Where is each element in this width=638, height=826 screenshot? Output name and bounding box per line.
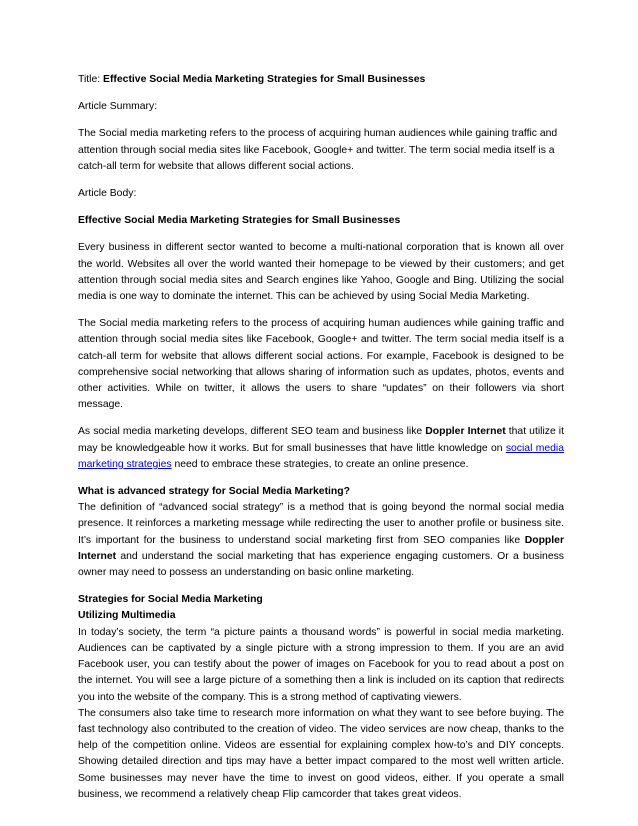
question-heading <box>78 484 564 500</box>
paragraph-6: The consumers also take time to research more information on what they want to see before buying. The fast technology also contributed to the creation of video. The video services are now cheap, thanks to the help of the competition online. Videos are essential for explaining complex how-to’s and DIY concepts. Showing detailed direction and tips may have a better impact compared to the most well written article. Some businesses may never have the time to invest on good videos, either. If you operate a small business, we recommend a relatively cheap Flip camcorder that takes great videos. <box>78 707 564 800</box>
document-page <box>78 72 564 803</box>
paragraph-3-part1: As social media marketing develops, different SEO team and business like <box>78 426 426 438</box>
paragraph-4 <box>78 500 564 581</box>
strategies-heading-text: Strategies for Social Media Marketing <box>78 594 263 606</box>
title-line <box>78 72 564 88</box>
paragraph-3-part3: need to embrace these strategies, to create an online presence. <box>171 458 469 470</box>
body-main-title <box>78 213 564 229</box>
article-title: Effective Social Media Marketing Strategies for Small Businesses <box>103 74 426 85</box>
paragraph-3 <box>78 424 564 473</box>
title-label: Title: <box>78 74 104 85</box>
multimedia-heading <box>78 608 564 624</box>
paragraph-5: In today’s society, the term “a picture paints a thousand words” is powerful in social media marketing. Audiences can be captivated by a single picture with a strong impression to them. If you are an avid Facebook user, you can testify about the power of images on Facebook for you to read about a post on the internet. You will see a large picture of a something then a link is included on its caption that redirects you into the website of the company. This is a strong method of captivating viewers. <box>78 626 564 703</box>
body-main-title-text: Effective Social Media Marketing Strategies for Small Businesses <box>78 215 401 227</box>
body-heading: Article Body: <box>78 188 137 200</box>
paragraph-1: Every business in different sector wanted to become a multi-national corporation that is known all over the world. Websites all over the world wanted their homepage to be viewed by their customers; and get attention through social media sites and Search engines like Yahoo, Google and Bing. Utilizing the social media is one way to dominate the internet. This can be achieved by using Social Media Marketing. <box>78 242 564 303</box>
strategies-heading <box>78 592 564 608</box>
paragraph-4-part1: The definition of “advanced social strategy” is a method that is going beyond the normal social media presence. It reinforces a marketing message while redirecting the user to another profile or business site. It’s important for the business to understand social marketing first from SEO companies like <box>78 502 564 546</box>
social-media-strategies-link[interactable]: social media marketing strategies <box>78 442 564 470</box>
doppler-internet-bold-1: Doppler Internet <box>425 426 506 438</box>
paragraph-4-part2: and understand the social marketing that has experience engaging customers. Or a business owner may need to possess an understanding on basic online marketing. <box>78 550 564 579</box>
summary-heading: Article Summary: <box>78 101 158 113</box>
doppler-internet-bold-2: Doppler Internet <box>78 534 564 562</box>
summary-text: The Social media marketing refers to the process of acquiring human audiences while gaining traffic and attention through social media sites like Facebook, Google+ and twitter. The term social media itself is a catch-all term for website that allows different social actions. <box>78 128 558 172</box>
paragraph-3-part2: that utilize it may be knowledgeable how it works. But for small businesses that have little knowledge on <box>78 426 564 454</box>
question-heading-text: What is advanced strategy for Social Media Marketing? <box>78 486 350 498</box>
multimedia-heading-text: Utilizing Multimedia <box>78 610 176 622</box>
paragraph-2: The Social media marketing refers to the process of acquiring human audiences while gaining traffic and attention through social media sites like Facebook, Google+ and twitter. The term social media itself is a catch-all term for website that allows different social actions. For example, Facebook is designed to be comprehensive social networking that allows sharing of information such as updates, photos, events and other activities. While on twitter, it allows the users to share “updates” on their followers via short message. <box>78 318 564 411</box>
